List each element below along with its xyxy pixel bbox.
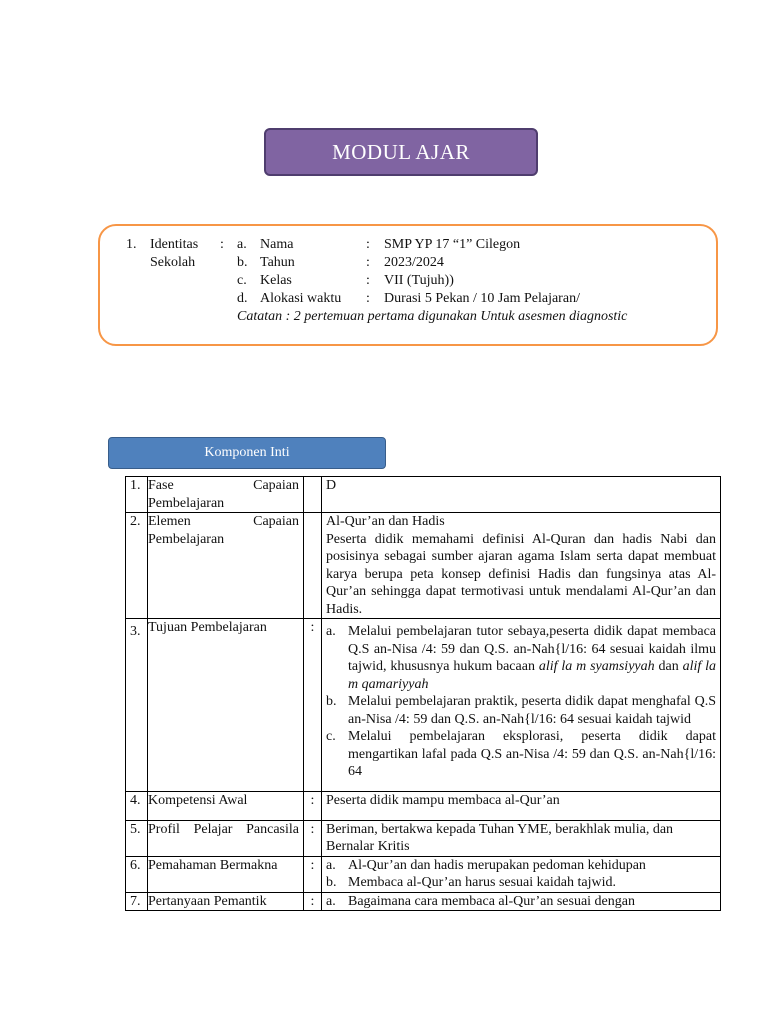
row-label: Pemahaman Bermakna xyxy=(148,856,304,892)
row-label: Fase Capaian Pembelajaran xyxy=(148,477,304,513)
table-row xyxy=(126,856,721,892)
identitas-number: 1. xyxy=(126,237,137,252)
content-text: Peserta didik memahami definisi Al-Quran dan hadis Nabi dan posisinya sebagai sumber ajaran agama Islam serta dapat membuat karya berupa peta konsep definisi Hadis dan fungsinya atas Al-Qur’an sehingga dapat termotivasi untuk mendalami Al-Qur’an dan Hadis. xyxy=(326,531,716,617)
row-value: 2023/2024 xyxy=(384,255,444,270)
item-marker: a. xyxy=(326,893,336,909)
row-colon: : xyxy=(366,291,370,306)
row-key: Kelas xyxy=(260,273,292,288)
row-letter: b. xyxy=(237,255,248,270)
row-number: 7. xyxy=(126,892,148,911)
row-value: SMP YP 17 “1” Cilegon xyxy=(384,237,521,252)
row-content xyxy=(322,619,721,792)
row-number: 2. xyxy=(126,513,148,619)
section-label-komponen-inti xyxy=(108,437,386,469)
table-row xyxy=(126,477,721,513)
page-title: MODUL AJAR xyxy=(332,139,470,164)
row-letter: c. xyxy=(237,273,247,288)
row-number: 5. xyxy=(126,820,148,856)
item-text: Bagaimana cara membaca al-Qur’an sesuai dengan xyxy=(348,893,635,909)
item-text: Al-Qur’an dan hadis merupakan pedoman kehidupan xyxy=(348,857,646,873)
row-content: Beriman, bertakwa kepada Tuhan YME, berakhlak mulia, dan Bernalar Kritis xyxy=(322,820,721,856)
identitas-label-line1: Identitas xyxy=(150,237,199,252)
table-row xyxy=(126,513,721,619)
row-colon: : xyxy=(366,237,370,252)
row-number: 6. xyxy=(126,856,148,892)
row-colon: : xyxy=(366,273,370,288)
row-content: Peserta didik mampu membaca al-Qur’an xyxy=(322,791,721,820)
title-banner xyxy=(264,128,538,176)
komponen-table xyxy=(125,476,721,911)
row-label: Tujuan Pembelajaran xyxy=(148,619,304,792)
identitas-box xyxy=(98,224,718,346)
item-text: Melalui pembelajaran eksplorasi, peserta didik dapat mengartikan lafal pada Q.S an-Nisa /4: 59 dan Q.S. an-Nah{l/16: 64 xyxy=(348,729,716,779)
row-label: Elemen Capaian Pembelajaran xyxy=(148,513,304,619)
table-row xyxy=(126,820,721,856)
row-separator: : xyxy=(304,856,322,892)
identitas-colon: : xyxy=(220,237,224,252)
row-separator: : xyxy=(304,892,322,911)
item-marker: a. xyxy=(326,624,336,639)
list-item xyxy=(326,893,716,911)
row-separator: : xyxy=(304,820,322,856)
row-letter: a. xyxy=(237,237,247,252)
row-key: Nama xyxy=(260,237,294,252)
row-key: Tahun xyxy=(260,255,295,270)
item-marker: c. xyxy=(326,729,336,744)
row-content: D xyxy=(322,477,721,513)
list-item xyxy=(326,874,716,892)
row-value: VII (Tujuh)) xyxy=(384,273,454,288)
row-number: 1. xyxy=(126,477,148,513)
identitas-label-line2: Sekolah xyxy=(150,255,196,270)
section-label-text: Komponen Inti xyxy=(204,445,290,460)
row-letter: d. xyxy=(237,291,248,306)
row-colon: : xyxy=(366,255,370,270)
table-row xyxy=(126,619,721,792)
row-separator: : xyxy=(304,619,322,792)
list-item xyxy=(326,693,716,728)
row-label: Profil Pelajar Pancasila xyxy=(148,820,304,856)
row-value: Durasi 5 Pekan / 10 Jam Pelajaran/ xyxy=(384,291,580,306)
content-title: Al-Qur’an dan Hadis xyxy=(326,514,445,529)
identitas-note: Catatan : 2 pertemuan pertama digunakan Untuk asesmen diagnostic xyxy=(237,309,628,324)
item-text: Melalui pembelajaran tutor sebaya,peserta didik dapat membaca Q.S an-Nisa /4: 59 dan Q.S. an-Nah{l/16: 64 sesuai kaidah ilmu tajwid, khususnya hukum bacaan alif la m syamsiyyah dan alif la m qamariyyah xyxy=(348,624,717,692)
row-separator xyxy=(304,477,322,513)
item-marker: b. xyxy=(326,875,337,890)
row-label: Kompetensi Awal xyxy=(148,791,304,820)
list-item xyxy=(326,728,716,781)
row-separator: : xyxy=(304,791,322,820)
row-number: 4. xyxy=(126,791,148,820)
row-label: Pertanyaan Pemantik xyxy=(148,892,304,911)
row-key: Alokasi waktu xyxy=(260,291,342,306)
table-row xyxy=(126,892,721,911)
row-content xyxy=(322,892,721,911)
item-marker: a. xyxy=(326,857,336,873)
item-marker: b. xyxy=(326,694,337,709)
row-number: 3. xyxy=(126,619,148,792)
row-content xyxy=(322,513,721,619)
table-row xyxy=(126,791,721,820)
row-content xyxy=(322,856,721,892)
list-item xyxy=(326,857,716,875)
list-item xyxy=(326,623,716,693)
item-text: Membaca al-Qur’an harus sesuai kaidah tajwid. xyxy=(348,875,616,890)
row-separator xyxy=(304,513,322,619)
item-text: Melalui pembelajaran praktik, peserta didik dapat menghafal Q.S an-Nisa /4: 59 dan Q.S. an-Nah{l/16: 64 sesuai kaidah tajwid xyxy=(348,694,716,727)
